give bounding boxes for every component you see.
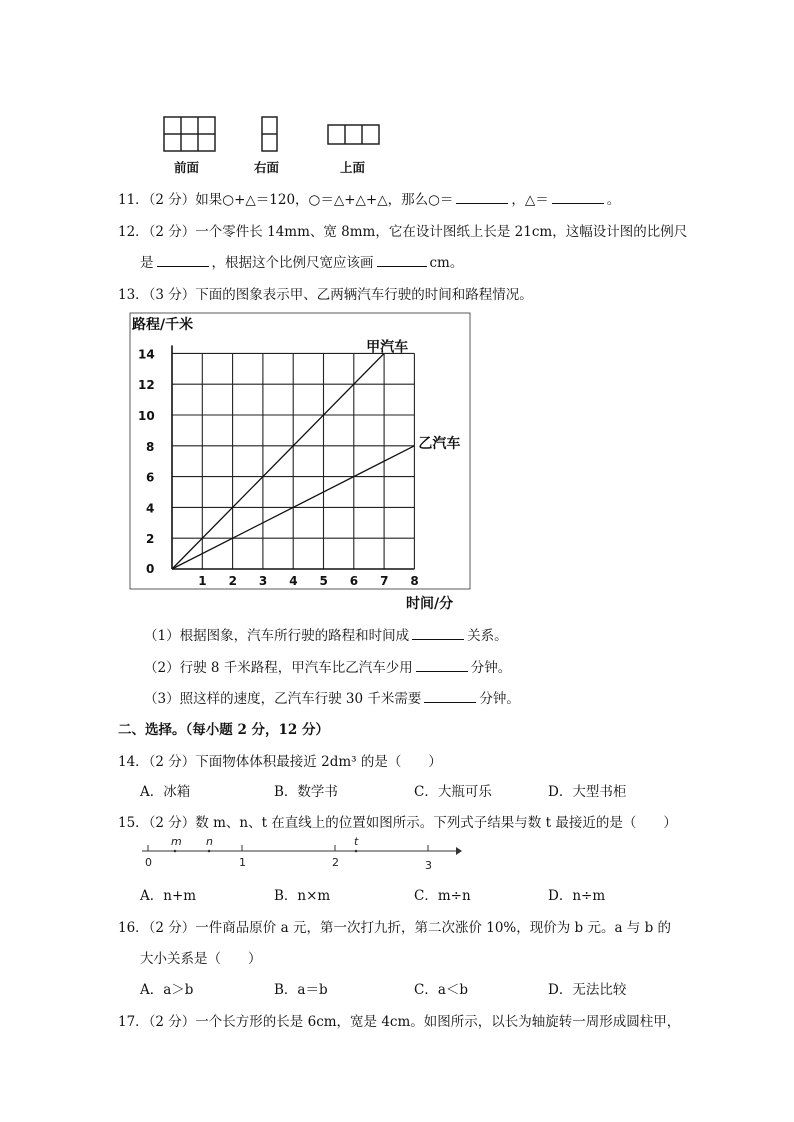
q12-text-b: ，根据这个比例尺宽应该画: [211, 255, 374, 271]
question-13: 13．（3 分）下面的图象表示甲、乙两辆汽车行驶的时间和路程情况。: [118, 287, 533, 303]
question-14: 14．（2 分）下面物体体积最接近 2dm³ 的是（ ）: [118, 754, 442, 770]
q11-text-c: 。: [606, 192, 621, 208]
q16-option-b[interactable]: B．a＝b: [274, 982, 328, 998]
q13-sub3-text-a: （3）照这样的速度，乙汽车行驶 30 千米需要: [144, 691, 422, 707]
question-17: 17．（2 分）一个长方形的长是 6cm，宽是 4cm。如图所示，以长为轴旋转一周形成圆柱甲，: [118, 1014, 681, 1030]
q14-option-b[interactable]: B．数学书: [274, 784, 338, 800]
q14-option-c[interactable]: C．大瓶可乐: [414, 784, 492, 800]
series-line-1: [172, 353, 384, 569]
three-view-figure: [160, 114, 390, 154]
q11-blank-circle[interactable]: [456, 192, 508, 204]
chart-labels: [132, 316, 460, 612]
q11-text-b: ，△＝: [511, 192, 549, 208]
number-line-arrow: [456, 847, 462, 855]
x-tick-label-8: 8: [410, 574, 419, 588]
label-0: 0: [145, 856, 152, 869]
q11-blank-triangle[interactable]: [552, 192, 604, 204]
point-n: [208, 850, 211, 853]
y-tick-label-12: 12: [138, 378, 155, 393]
question-13-sub1: [144, 624, 508, 644]
y-tick-label-10: 10: [138, 409, 155, 423]
x-tick-label-5: 5: [319, 574, 328, 588]
y-axis-title: 路程/千米: [132, 317, 194, 333]
q15-option-b[interactable]: B．n×m: [274, 888, 331, 904]
point-m: [174, 850, 177, 853]
q15-option-c[interactable]: C．m÷n: [414, 888, 471, 904]
label-n: n: [206, 836, 213, 848]
number-line: [140, 836, 462, 876]
y-tick-label-0: 0: [146, 562, 155, 576]
q13-sub1-text-b: 关系。: [467, 628, 508, 644]
x-axis-title: 时间/分: [406, 596, 454, 612]
q13-sub2-text-a: （2）行驶 8 千米路程，甲汽车比乙汽车少用: [144, 660, 413, 676]
q11-text-a: 11．（2 分）如果○+△＝120，○＝△+△+△，那么○＝: [118, 192, 454, 208]
y-tick-label-8: 8: [146, 439, 155, 454]
right-view-label: 右面: [254, 160, 280, 175]
x-tick-label-4: 4: [289, 574, 298, 588]
right-view: [262, 117, 277, 151]
x-tick-label-7: 7: [380, 574, 389, 588]
question-12-line1: 12．（2 分）一个零件长 14mm、宽 8mm，它在设计图纸上长是 21cm，这幅设计图的比例尺: [118, 224, 688, 240]
y-tick-label-14: 14: [138, 347, 155, 362]
q15-option-a[interactable]: A．n+m: [140, 888, 197, 904]
section-2-title: 二、选择。（每小题 2 分，12 分）: [118, 722, 330, 738]
q14-option-d[interactable]: D．大型书柜: [548, 784, 627, 800]
x-tick-label-1: 1: [198, 574, 207, 588]
label-t: t: [354, 836, 359, 848]
y-tick-label-2: 2: [146, 532, 155, 547]
q16-option-a[interactable]: A．a＞b: [140, 982, 194, 998]
question-16-line1: 16．（2 分）一件商品原价 a 元，第一次打九折，第二次涨价 10%，现价为 b 元。a 与 b 的: [118, 920, 672, 936]
distance-time-chart: [125, 308, 485, 614]
y-tick-label-6: 6: [146, 470, 155, 485]
q15-option-d[interactable]: D．n÷m: [548, 888, 606, 904]
label-3: 3: [425, 859, 432, 872]
q16-option-d[interactable]: D．无法比较: [548, 982, 627, 998]
q12-text-a: 是: [140, 255, 154, 271]
y-tick-label-4: 4: [146, 501, 155, 516]
x-tick-label-3: 3: [258, 574, 268, 588]
question-15: 15．（2 分）数 m、n、t 在直线上的位置如图所示。下列式子结果与数 t 最接近的是（ ）: [118, 815, 677, 831]
question-13-sub2: [144, 656, 511, 676]
q13-sub3-text-b: 分钟。: [479, 691, 520, 707]
q13-sub1-blank[interactable]: [412, 628, 464, 640]
series-label-2: 乙汽车: [418, 435, 461, 452]
front-view: [164, 117, 215, 151]
label-m: m: [171, 836, 182, 848]
x-tick-label-2: 2: [228, 574, 237, 588]
question-11: [118, 188, 620, 208]
series-label-1: 甲汽车: [366, 339, 409, 356]
q12-text-c: cm。: [429, 255, 464, 271]
front-view-label: 前面: [174, 160, 200, 175]
q13-sub3-blank[interactable]: [424, 691, 476, 703]
q14-option-a[interactable]: A．冰箱: [140, 784, 191, 800]
point-t: [355, 850, 358, 853]
label-2: 2: [332, 856, 339, 869]
question-13-sub3: [144, 687, 520, 707]
question-12-line2: [140, 251, 463, 271]
top-view-label: 上面: [340, 160, 366, 175]
label-1: 1: [239, 856, 246, 869]
question-16-line2: 大小关系是（ ）: [140, 951, 262, 967]
q12-blank-scale[interactable]: [157, 255, 209, 267]
x-tick-label-6: 6: [349, 574, 359, 588]
q12-blank-width[interactable]: [377, 255, 427, 267]
q13-sub2-blank[interactable]: [416, 660, 468, 672]
q13-sub2-text-b: 分钟。: [470, 660, 512, 676]
top-view: [328, 125, 379, 144]
chart-grid: [172, 353, 414, 569]
q13-sub1-text-a: （1）根据图象，汽车所行驶的路程和时间成: [144, 628, 410, 644]
q16-option-c[interactable]: C．a＜b: [414, 982, 469, 998]
